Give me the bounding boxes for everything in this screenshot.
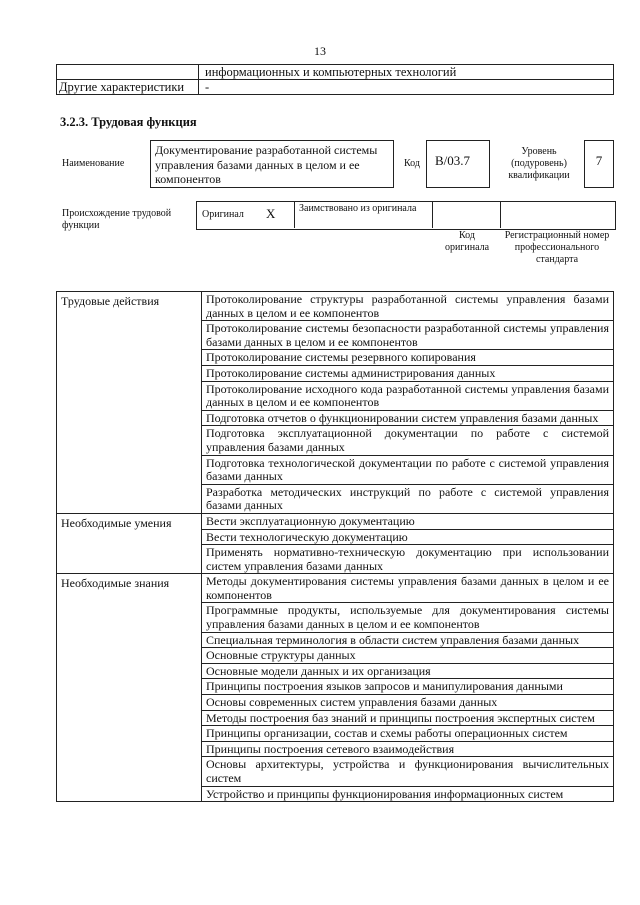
- list-item: Протоколирование системы администрирования данных: [202, 365, 614, 381]
- function-name: Документирование разработанной системы управления базами данных в целом и ее компонентов: [150, 140, 394, 188]
- list-item: Протоколирование исходного кода разработанной системы управления базами данных в целом и ее компонентов: [202, 381, 614, 410]
- section-title: 3.2.3. Трудовая функция: [60, 115, 197, 129]
- row-value: информационных и компьютерных технологий: [199, 65, 614, 80]
- original-label: Оригинал: [202, 209, 244, 220]
- code-label: Код: [404, 158, 420, 169]
- list-item: Подготовка эксплуатационной документации по работе с системой управления базами данных: [202, 426, 614, 455]
- list-item: Подготовка технологической документации по работе с системой управления базами данных: [202, 455, 614, 484]
- borrowed-label: Заимствовано из оригинала: [299, 203, 417, 214]
- list-item: Протоколирование системы безопасности разработанной системы управления базами данных в целом и ее компонентов: [202, 321, 614, 350]
- name-label: Наименование: [62, 158, 125, 169]
- reg-number-label: Регистрационный номер профессионального стандарта: [504, 230, 610, 265]
- origin-divider: [500, 201, 501, 228]
- list-item: Применять нормативно-техническую документацию при использовании систем управления базами данных: [202, 545, 614, 574]
- category-cell: Трудовые действия: [57, 292, 202, 514]
- list-item: Принципы организации, состав и схемы работы операционных систем: [202, 726, 614, 742]
- list-item: Основы современных систем управления базами данных: [202, 695, 614, 711]
- top-continuation-table: [56, 64, 614, 95]
- list-item: Основные модели данных и их организация: [202, 663, 614, 679]
- page-number: 13: [314, 44, 326, 58]
- list-item: Протоколирование структуры разработанной системы управления базами данных в целом и ее компонентов: [202, 292, 614, 321]
- list-item: Принципы построения языков запросов и манипулирования данными: [202, 679, 614, 695]
- list-item: Методы документирования системы управления базами данных в целом и ее компонентов: [202, 574, 614, 603]
- function-table: [56, 291, 614, 802]
- row-label: [57, 65, 199, 80]
- table-row: [57, 513, 614, 529]
- list-item: Методы построения баз знаний и принципы построения экспертных систем: [202, 710, 614, 726]
- origin-divider: [294, 201, 295, 228]
- code-original-label: Код оригинала: [444, 230, 490, 253]
- list-item: Принципы построения сетевого взаимодействия: [202, 741, 614, 757]
- table-row: [57, 574, 614, 603]
- level-label: Уровень (подуровень) квалификации: [508, 146, 570, 181]
- origin-divider: [432, 201, 433, 228]
- category-cell: Необходимые умения: [57, 513, 202, 573]
- code-value: B/03.7: [426, 140, 490, 188]
- row-value: -: [199, 80, 614, 95]
- list-item: Специальная терминология в области систем управления базами данных: [202, 632, 614, 648]
- list-item: Подготовка отчетов о функционировании систем управления базами данных: [202, 410, 614, 426]
- row-label: Другие характеристики: [57, 80, 199, 95]
- category-cell: Необходимые знания: [57, 574, 202, 802]
- origin-label: Происхождение трудовой функции: [62, 208, 172, 231]
- list-item: Устройство и принципы функционирования информационных систем: [202, 786, 614, 802]
- original-mark: X: [266, 206, 276, 221]
- table-row: [57, 292, 614, 321]
- list-item: Основные структуры данных: [202, 648, 614, 664]
- level-value: 7: [584, 140, 614, 188]
- list-item: Основы архитектуры, устройства и функционирования вычислительных систем: [202, 757, 614, 786]
- list-item: Разработка методических инструкций по работе с системой управления базами данных: [202, 484, 614, 513]
- list-item: Вести эксплуатационную документацию: [202, 513, 614, 529]
- list-item: Программные продукты, используемые для документирования системы управления базами данных в целом и ее компонентов: [202, 603, 614, 632]
- list-item: Протоколирование системы резервного копирования: [202, 350, 614, 366]
- list-item: Вести технологическую документацию: [202, 529, 614, 545]
- table-row: [57, 80, 614, 95]
- table-row: [57, 65, 614, 80]
